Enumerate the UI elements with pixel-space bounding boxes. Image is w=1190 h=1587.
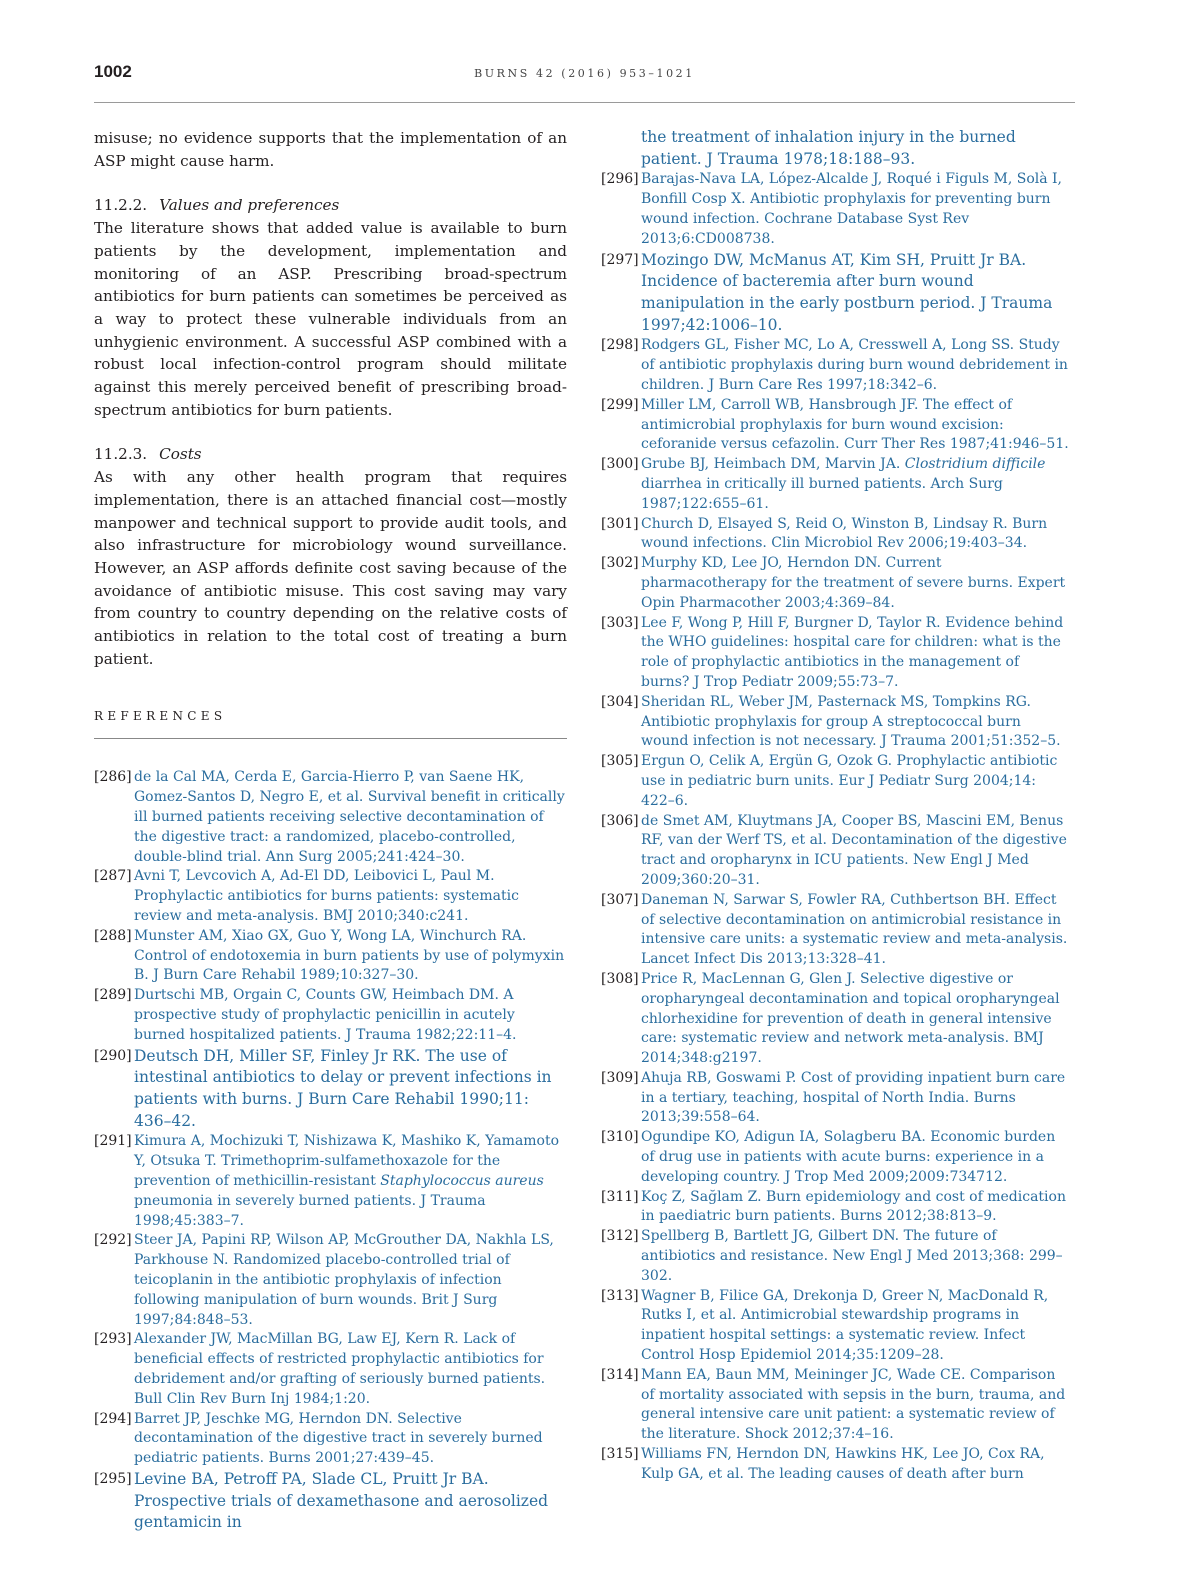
reference-link[interactable]: de Smet AM, Kluytmans JA, Cooper BS, Mascini EM, Benus RF, van der Werf TS, et al. Decontamination of the digestive tract and oropharynx in ICU patients. New Engl J Med 2009;360:20–31. (641, 812, 1067, 888)
reference-number: [313] (601, 1287, 639, 1304)
reference-link[interactable] (134, 1132, 567, 1231)
running-header (94, 60, 1075, 103)
reference-item (94, 1046, 567, 1133)
reference-link[interactable]: Daneman N, Sarwar S, Fowler RA, Cuthbertson BH. Effect of selective decontamination on antimicrobial resistance in intensive care units: a systematic review and meta-analysis. Lancet Infect Dis 2013;13:328–41. (641, 891, 1068, 968)
reference-number: [309] (601, 1069, 639, 1086)
reference-number: [315] (601, 1446, 639, 1463)
reference-item (601, 614, 1071, 693)
reference-item (94, 768, 567, 867)
right-column (601, 127, 1071, 1485)
reference-item (94, 1410, 567, 1469)
reference-link[interactable]: Murphy KD, Lee JO, Herndon DN. Current pharmacotherapy for the treatment of severe burns. Expert Opin Pharmacother 2003;4:369–84. (641, 555, 1066, 611)
reference-link[interactable]: the treatment of inhalation injury in the burned patient. J Trauma 1978;18:188–93. (641, 128, 1016, 168)
reference-item (94, 1330, 567, 1409)
reference-item (94, 986, 567, 1045)
reference-link[interactable]: Church D, Elsayed S, Reid O, Winston B, Lindsay R. Burn wound infections. Clin Microbiol Rev 2006;19:403–34. (641, 515, 1048, 552)
reference-number: [300] (601, 456, 639, 473)
reference-item (601, 891, 1071, 970)
page-number: 1002 (94, 62, 132, 81)
section-title: Costs (159, 445, 202, 464)
reference-number: [302] (601, 555, 639, 572)
reference-item (601, 1445, 1071, 1485)
reference-item (601, 1366, 1071, 1445)
reference-link[interactable]: Ahuja RB, Goswami P. Cost of providing inpatient burn care in a tertiary, teaching, hospital of North India. Burns 2013;39:558–64. (641, 1069, 1066, 1126)
reference-number: [308] (601, 970, 639, 987)
reference-number: [298] (601, 337, 639, 354)
costs-paragraph: As with any other health program that requires implementation, there is an attached financial cost—mostly manpower and technical support to provide audit tools, and also infrastructure for microbiology wound surveillance. However, an ASP affords definite cost saving because of the avoidance of antibiotic misuse. This cost saving may vary from country to country depending on the relative costs of antibiotics in relation to the total cost of treating a burn patient. (94, 468, 567, 668)
reference-item (601, 1287, 1071, 1366)
reference-link[interactable]: Wagner B, Filice GA, Drekonja D, Greer N, MacDonald R, Rutks I, et al. Antimicrobial stewardship programs in inpatient hospital settings: a systematic review. Infect Control Hosp Epidemiol 2014;35:1209–28. (641, 1287, 1049, 1364)
reference-item (601, 693, 1071, 752)
intro-paragraph: misuse; no evidence supports that the implementation of an ASP might cause harm. (94, 129, 567, 170)
reference-link[interactable]: de la Cal MA, Cerda E, Garcia-Hierro P, van Saene HK, Gomez-Santos D, Negro E, et al. Survival benefit in critically ill burned patients receiving selective decontamination of the digestive tract: a randomized, placebo-controlled, double-blind trial. Ann Surg 2005;241:424–30. (134, 769, 565, 865)
reference-number: [289] (94, 987, 132, 1004)
reference-item (601, 170, 1071, 249)
reference-number: [295] (94, 1470, 132, 1487)
reference-item (601, 396, 1071, 455)
reference-number: [307] (601, 891, 639, 908)
reference-link[interactable]: Munster AM, Xiao GX, Guo Y, Wong LA, Winchurch RA. Control of endotoxemia in burn patients by use of polymyxin B. J Burn Care Rehabil 1989;10:327–30. (134, 927, 565, 984)
organism-name: Clostridium difficile (904, 456, 1046, 473)
reference-list (601, 127, 1071, 1485)
reference-number: [305] (601, 753, 639, 770)
section-title: Values and preferences (159, 196, 340, 215)
reference-item (601, 1227, 1071, 1286)
reference-item (601, 554, 1071, 613)
reference-item (94, 867, 567, 926)
reference-number: [312] (601, 1228, 639, 1245)
reference-item (601, 752, 1071, 811)
reference-number: [293] (94, 1331, 132, 1348)
reference-number: [287] (94, 868, 132, 885)
reference-text: pneumonia in severely burned patients. J Trauma 1998;45:383–7. (134, 1192, 486, 1229)
reference-item (94, 1231, 567, 1330)
reference-link[interactable]: Spellberg B, Bartlett JG, Gilbert DN. The future of antibiotics and resistance. New Engl J Med 2013;368: 299–302. (641, 1228, 1063, 1284)
reference-link[interactable]: Ergun O, Celik A, Ergün G, Ozok G. Prophylactic antibiotic use in pediatric burn units. Eur J Pediatr Surg 2004;14: 422–6. (641, 753, 1058, 809)
section-number: 11.2.3. (94, 445, 148, 464)
reference-item (601, 970, 1071, 1069)
reference-number: [286] (94, 769, 132, 786)
reference-number: [296] (601, 171, 639, 188)
left-column (94, 127, 567, 1534)
reference-number: [314] (601, 1366, 639, 1383)
reference-item (94, 927, 567, 986)
reference-link[interactable]: Mozingo DW, McManus AT, Kim SH, Pruitt Jr BA. Incidence of bacteremia after burn wound manipulation in the early postburn period. J Trauma 1997;42:1006–10. (641, 250, 1053, 334)
reference-text: Grube BJ, Heimbach DM, Marvin JA. (641, 456, 905, 473)
reference-item (601, 250, 1071, 337)
reference-link[interactable]: Rodgers GL, Fisher MC, Lo A, Cresswell A, Long SS. Study of antibiotic prophylaxis during burn wound debridement in children. J Burn Care Res 1997;18:342–6. (641, 337, 1068, 393)
reference-text: Kimura A, Mochizuki T, Nishizawa K, Mashiko K, Yamamoto Y, Otsuka T. Trimethoprim-sulfamethoxazole for the prevention of methicillin-resistant (134, 1133, 560, 1190)
reference-link[interactable]: Mann EA, Baun MM, Meininger JC, Wade CE. Comparison of mortality associated with sepsis in the burn, trauma, and general intensive care unit patient: a systematic review of the literature. Shock 2012;37:4–16. (641, 1366, 1066, 1443)
reference-item (601, 1188, 1071, 1228)
reference-link[interactable]: Avni T, Levcovich A, Ad-El DD, Leibovici L, Paul M. Prophylactic antibiotics for burns patients: systematic review and meta-analysis. BMJ 2010;340:c241. (134, 868, 519, 925)
reference-number: [292] (94, 1232, 132, 1249)
reference-link[interactable] (641, 455, 1071, 514)
reference-link[interactable]: Barajas-Nava LA, López-Alcalde J, Roqué i Figuls M, Solà I, Bonfill Cosp X. Antibiotic prophylaxis for preventing burn wound infection. Cochrane Database Syst Rev 2013;6:CD008738. (641, 171, 1063, 247)
reference-item (94, 1132, 567, 1231)
reference-number: [299] (601, 396, 639, 413)
reference-link[interactable]: Sheridan RL, Weber JM, Pasternack MS, Tompkins RG. Antibiotic prophylaxis for group A streptococcal burn wound infection is not necessary. J Trauma 2001;51:352–5. (641, 693, 1061, 750)
reference-number: [304] (601, 693, 639, 710)
reference-number: [291] (94, 1133, 132, 1150)
section-heading-values (94, 194, 567, 217)
reference-link[interactable]: Williams FN, Herndon DN, Hawkins HK, Lee JO, Cox RA, Kulp GA, et al. The leading causes of death after burn (641, 1446, 1045, 1482)
reference-list (94, 768, 567, 1534)
reference-number: [303] (601, 614, 639, 631)
reference-item (601, 515, 1071, 555)
reference-number: [306] (601, 812, 639, 829)
reference-link[interactable]: Lee F, Wong P, Hill F, Burgner D, Taylor R. Evidence behind the WHO guidelines: hospital care for children: what is the role of prophylactic antibiotics in the management of burns? J Trop Pediatr 2009;55:73–7. (641, 614, 1064, 690)
reference-number: [301] (601, 515, 639, 532)
reference-number: [311] (601, 1188, 639, 1205)
reference-link[interactable]: Deutsch DH, Miller SF, Finley Jr RK. The use of intestinal antibiotics to delay or prevent infections in patients with burns. J Burn Care Rehabil 1990;11: 436–42. (134, 1046, 552, 1130)
section-heading-costs (94, 443, 567, 466)
organism-name: Staphylococcus aureus (380, 1173, 544, 1190)
reference-link[interactable]: Miller LM, Carroll WB, Hansbrough JF. The effect of antimicrobial prophylaxis for burn wound excision: ceforanide versus cefazolin. Curr Ther Res 1987;41:946–51. (641, 396, 1069, 453)
reference-number: [288] (94, 927, 132, 944)
section-number: 11.2.2. (94, 196, 148, 215)
reference-continuation (601, 127, 1071, 170)
reference-item (94, 1469, 567, 1534)
reference-link[interactable]: Steer JA, Papini RP, Wilson AP, McGrouther DA, Nakhla LS, Parkhouse N. Randomized placebo-controlled trial of teicoplanin in the antibiotic prophylaxis of infection following manipulation of burn wounds. Brit J Surg 1997;84:848–53. (134, 1232, 554, 1328)
reference-number: [310] (601, 1129, 639, 1146)
reference-item (601, 1128, 1071, 1187)
reference-number: [297] (601, 251, 639, 268)
reference-text: diarrhea in critically ill burned patients. Arch Surg 1987;122:655–61. (641, 475, 1003, 512)
reference-item (601, 336, 1071, 395)
reference-link[interactable]: Alexander JW, MacMillan BG, Law EJ, Kern R. Lack of beneficial effects of restricted prophylactic antibiotics for debridement and/or grafting of seriously burned patients. Bull Clin Rev Burn Inj 1984;1:20. (134, 1331, 546, 1407)
reference-number: [294] (94, 1410, 132, 1427)
reference-link[interactable]: Koç Z, Sağlam Z. Burn epidemiology and cost of medication in paediatric burn patients. Burns 2012;38:813–9. (641, 1188, 1066, 1225)
journal-citation: BURNS 42 (2016) 953–1021 (474, 67, 695, 80)
reference-link[interactable]: Durtschi MB, Orgain C, Counts GW, Heimbach DM. A prospective study of prophylactic penicillin in acutely burned hospitalized patients. J Trauma 1982;22:11–4. (134, 987, 517, 1043)
reference-link[interactable]: Ogundipe KO, Adigun IA, Solagberu BA. Economic burden of drug use in patients with acute burns: experience in a developing country. J Trop Med 2009;2009:734712. (641, 1129, 1056, 1185)
values-paragraph: The literature shows that added value is available to burn patients by the development, implementation and monitoring of an ASP. Prescribing broad-spectrum antibiotics for burn patients can sometimes be perceived as a way to protect these vulnerable individuals from an unhygienic environment. A successful ASP combined with a robust local infection-control program should militate against this merely perceived benefit of prescribing broad-spectrum antibiotics for burn patients. (94, 219, 567, 419)
reference-link[interactable]: Barret JP, Jeschke MG, Herndon DN. Selective decontamination of the digestive tract in severely burned pediatric patients. Burns 2001;27:439–45. (134, 1410, 543, 1467)
reference-number: [290] (94, 1047, 132, 1064)
reference-item (601, 812, 1071, 891)
reference-link[interactable]: Price R, MacLennan G, Glen J. Selective digestive or oropharyngeal decontamination and topical oropharyngeal chlorhexidine for prevention of death in general intensive care: systematic review and network meta-analysis. BMJ 2014;348:g2197. (641, 970, 1060, 1067)
reference-item (601, 1069, 1071, 1128)
reference-link[interactable]: Levine BA, Petroff PA, Slade CL, Pruitt Jr BA. Prospective trials of dexamethasone and aerosolized gentamicin in (134, 1469, 549, 1532)
references-heading: REFERENCES (94, 706, 567, 739)
reference-item (601, 455, 1071, 514)
